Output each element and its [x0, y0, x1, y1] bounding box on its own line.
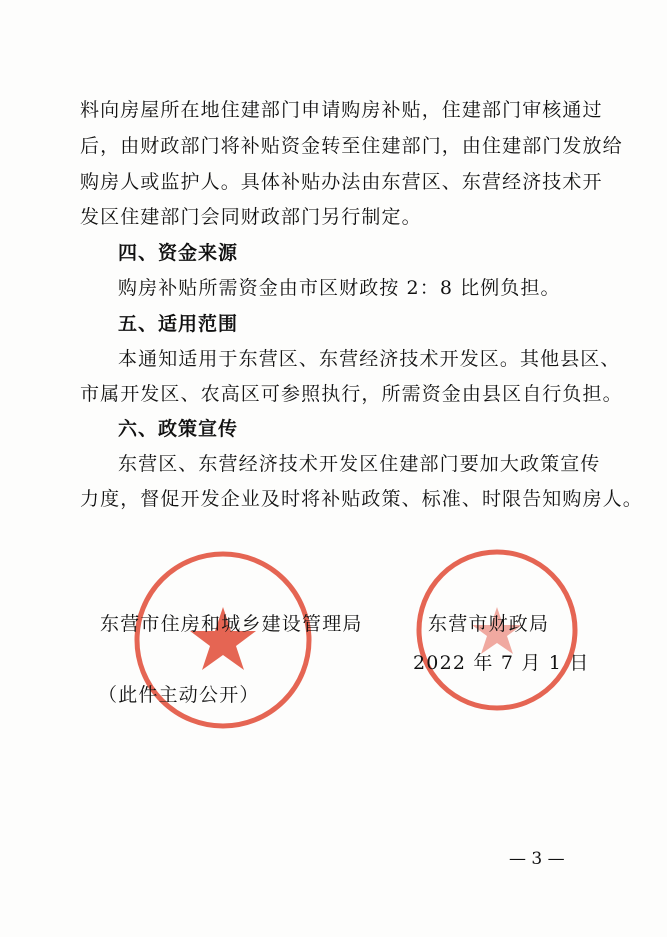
public-notice: （此件主动公开） — [98, 684, 260, 706]
body-line-3: 购房人或监护人。具体补贴办法由东营区、东营经济技术开 — [80, 171, 603, 193]
issuer-housing-bureau: 东营市住房和城乡建设管理局 — [100, 613, 363, 635]
body-line-2: 后，由财政部门将补贴资金转至住建部门，由住建部门发放给 — [80, 135, 623, 157]
section-6-line-2: 力度，督促开发企业及时将补贴政策、标准、时限告知购房人。 — [80, 488, 643, 510]
body-line-4: 发区住建部门会同财政部门另行制定。 — [80, 206, 422, 228]
section-4-heading: 四、资金来源 — [118, 242, 239, 264]
page-number: — 3 — — [509, 849, 565, 869]
issue-date: 2022 年 7 月 1 日 — [413, 652, 590, 674]
section-6-line-1: 东营区、东营经济技术开发区住建部门要加大政策宣传 — [118, 453, 601, 475]
section-5-line-2: 市属开发区、农高区可参照执行，所需资金由县区自行负担。 — [80, 383, 623, 405]
body-line-1: 料向房屋所在地住建部门申请购房补贴，住建部门审核通过 — [80, 99, 603, 121]
section-4-text: 购房补贴所需资金由市区财政按 2：8 比例负担。 — [118, 277, 561, 299]
section-5-line-1: 本通知适用于东营区、东营经济技术开发区。其他县区、 — [118, 348, 621, 370]
section-5-heading: 五、适用范围 — [118, 313, 239, 335]
issuer-finance-bureau: 东营市财政局 — [428, 613, 550, 635]
section-6-heading: 六、政策宣传 — [118, 418, 239, 440]
